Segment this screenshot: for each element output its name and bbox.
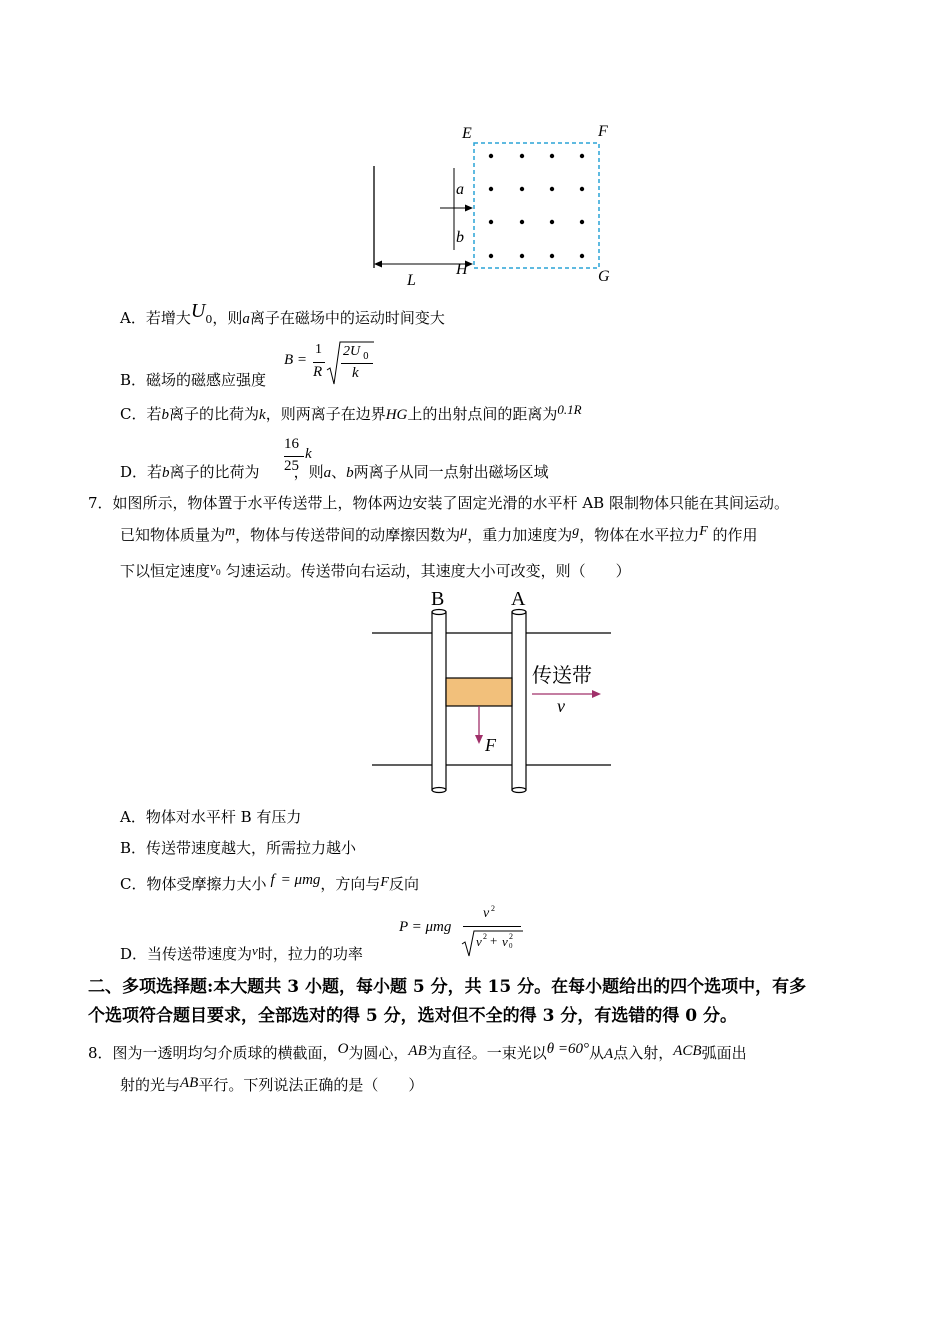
option-text: 物体受摩擦力大小	[146, 875, 267, 893]
option-text: 若	[146, 405, 162, 423]
var-v0-sub: 0	[215, 568, 221, 577]
option-letter: C．	[120, 405, 147, 423]
label-belt: 传送带	[532, 663, 592, 687]
fraction-bar	[284, 456, 304, 457]
formula-v0-sup: 2	[509, 932, 513, 941]
var-F: F	[380, 875, 389, 890]
question-text: ，物体与传送带间的动摩擦因数为	[235, 526, 461, 544]
option-text: 传送带速度越大，所需拉力越小	[146, 839, 357, 857]
label-rod-A: A	[511, 588, 526, 610]
var-v0: v	[210, 559, 216, 574]
label-H: H	[456, 261, 468, 278]
option-letter: B．	[120, 371, 147, 389]
option-text: 两离子从同一点射出磁场区域	[353, 463, 549, 481]
question-text: 点入射，	[613, 1044, 674, 1062]
fraction-denominator: R	[313, 364, 323, 380]
power-formula	[399, 904, 529, 958]
q6-option-a	[120, 300, 445, 334]
var-AB: AB	[408, 1043, 427, 1059]
option-text: 离子在磁场中的运动时间变大	[249, 309, 445, 327]
label-L: L	[407, 272, 416, 289]
question-text: 的作用	[707, 526, 758, 544]
question-text: ，重力加速度为	[467, 526, 573, 544]
var-a: a	[242, 311, 250, 327]
option-text: 反向	[388, 875, 419, 893]
option-text: 上的出射点间的距离为	[407, 405, 558, 423]
section-2-heading-line-2: 个选项符合题目要求，全部选对的得 5 分，选对但不全的得 3 分，有选错的得 0 分。	[88, 1006, 737, 1026]
radical-fraction-bar	[341, 363, 373, 364]
q7-option-b	[120, 838, 356, 858]
question-text: 为圆心，	[348, 1044, 409, 1062]
label-E: E	[462, 125, 472, 142]
question-text: 匀速运动。传送带向右运动，其速度大小可改变，则（ ）	[220, 562, 631, 580]
object-block	[446, 678, 512, 706]
formula-lhs: B =	[284, 352, 308, 368]
var-HG: HG	[385, 407, 408, 423]
magnetic-field-figure	[360, 118, 620, 290]
q8-line-1	[88, 1043, 747, 1064]
q6-option-d	[120, 462, 549, 483]
option-letter: D．	[120, 945, 148, 963]
option-letter: C．	[120, 875, 147, 893]
option-letter: A．	[120, 808, 146, 826]
question-text: 射的光与	[120, 1076, 181, 1094]
label-F: F	[485, 735, 496, 755]
q7-line-3	[120, 561, 631, 588]
radical-denominator: k	[352, 365, 359, 381]
formula-denominator-v0: v	[502, 934, 508, 949]
q7-option-a	[120, 807, 301, 827]
velocity-arrow-head	[592, 690, 601, 698]
question-text: 从	[589, 1044, 605, 1062]
formula-v0-sub: 0	[509, 942, 513, 950]
q7-option-c	[120, 874, 419, 896]
field-dots	[489, 154, 584, 258]
option-text: 若增大	[145, 309, 191, 327]
fraction-16-25	[284, 436, 318, 480]
question-text: 弧面出	[701, 1044, 747, 1062]
radical-numerator: 2U	[343, 344, 361, 359]
formula-plus: +	[490, 933, 498, 948]
var-mu: μ	[460, 524, 468, 539]
option-text: 若	[147, 463, 163, 481]
formula-denominator-sup: 2	[483, 932, 487, 941]
q6-option-b	[120, 370, 266, 390]
label-G: G	[598, 268, 610, 285]
label-rod-B: B	[431, 588, 445, 610]
conveyor-belt-figure	[370, 586, 620, 796]
formula-b	[284, 340, 384, 388]
q6-option-c	[120, 404, 582, 425]
distance-value: 0.1R	[557, 402, 582, 417]
question-number: 8．	[88, 1044, 113, 1062]
var-b: b	[162, 465, 170, 481]
angle-theta: θ =60°	[546, 1041, 590, 1057]
radical-sub: 0	[363, 352, 369, 362]
var-AB: AB	[180, 1075, 199, 1091]
label-F: F	[598, 123, 608, 140]
label-v: v	[557, 696, 565, 716]
option-text: ，则	[293, 463, 324, 481]
friction-formula: = μmg	[280, 872, 321, 888]
var-a: a	[323, 465, 332, 481]
option-letter: A．	[120, 309, 146, 327]
var-b: b	[346, 465, 354, 481]
var-g: g	[572, 524, 580, 539]
fraction-bar	[313, 362, 325, 363]
formula-lhs: P = μmg	[399, 919, 452, 935]
question-text: 平行。下列说法正确的是（ ）	[198, 1076, 424, 1094]
fraction-numerator: 16	[284, 436, 299, 452]
option-text: 离子的比荷为	[169, 405, 260, 423]
q7-line-1	[88, 493, 789, 513]
symbol-U: U	[190, 300, 206, 322]
option-letter: D．	[120, 463, 148, 481]
formula-denominator-v: v	[476, 934, 482, 949]
rod-A	[512, 610, 526, 793]
symbol-sub: 0	[205, 313, 213, 326]
question-text: ，物体在水平拉力	[579, 526, 700, 544]
entry-arrow-head	[465, 205, 473, 212]
option-text: 物体对水平杆 B 有压力	[145, 808, 302, 826]
field-boundary	[474, 143, 599, 268]
rod-B	[432, 610, 446, 793]
question-text: 如图所示，物体置于水平传送带上，物体两边安装了固定光滑的水平杆 AB 限制物体只能在其间运动。	[112, 494, 789, 512]
q7-line-2	[120, 525, 758, 547]
question-number: 7．	[88, 494, 113, 512]
distance-arrow-left-head	[374, 261, 382, 268]
section-2-heading-line-1: 二、多项选择题:本大题共 3 小题，每小题 5 分，共 15 分。在每小题给出的四个选项中，有多	[88, 977, 807, 997]
var-k: k	[305, 446, 312, 462]
question-text: 为直径。一束光以	[426, 1044, 547, 1062]
fraction-numerator: 1	[315, 342, 322, 357]
option-text: ，则	[212, 309, 243, 327]
var-k: k	[259, 407, 266, 423]
formula-numerator-sup: 2	[491, 904, 495, 913]
label-b: b	[456, 229, 464, 246]
var-F: F	[699, 524, 708, 539]
option-text: ，方向与	[320, 875, 381, 893]
force-arrow-head	[475, 735, 483, 744]
option-text: 离子的比荷为	[169, 463, 260, 481]
question-text: 下以恒定速度	[120, 562, 211, 580]
option-text: 当传送带速度为	[147, 945, 253, 963]
q7-option-d	[120, 944, 363, 965]
q8-line-2	[120, 1075, 423, 1096]
option-text: 时，拉力的功率	[257, 945, 363, 963]
var-b: b	[161, 407, 169, 423]
var-O: O	[337, 1041, 349, 1057]
var-f: f	[270, 872, 275, 888]
var-m: m	[225, 524, 236, 539]
var-A: A	[604, 1046, 614, 1062]
option-text: 磁场的磁感应强度	[146, 371, 267, 389]
option-letter: B．	[120, 839, 147, 857]
formula-fraction-bar	[463, 926, 521, 927]
fraction-denominator: 25	[284, 458, 299, 474]
label-a: a	[456, 181, 464, 198]
question-text: 已知物体质量为	[120, 526, 226, 544]
arc-ACB: ACB	[673, 1043, 702, 1059]
option-text: 、	[331, 463, 347, 481]
option-text: ，则两离子在边界	[265, 405, 386, 423]
formula-numerator: v	[483, 906, 490, 921]
question-text: 图为一透明均匀介质球的横截面，	[112, 1044, 338, 1062]
var-v: v	[252, 943, 258, 958]
